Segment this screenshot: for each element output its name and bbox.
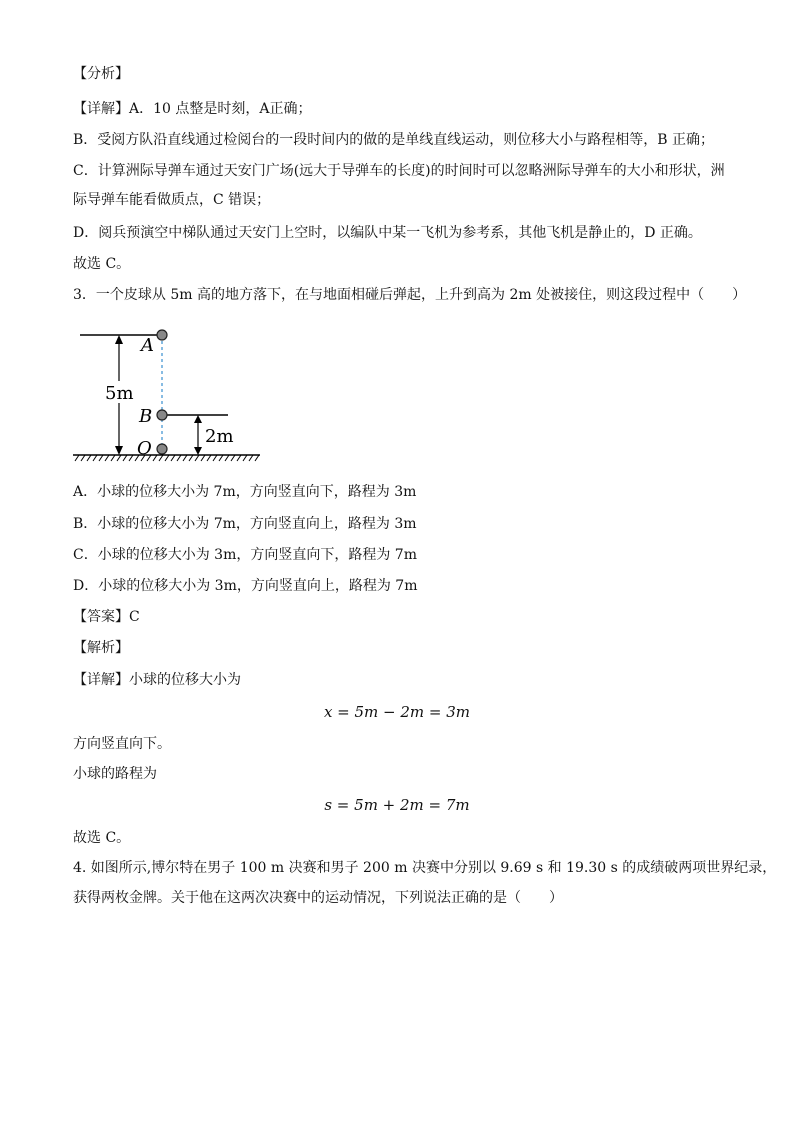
equation-path: s = 5m + 2m = 7m (324, 796, 470, 814)
section-heading-analysis: 【分析】 (73, 66, 129, 82)
detail-line-a: 【详解】A．10 点整是时刻，A正确； (73, 101, 312, 117)
detail-line-b: B．受阅方队沿直线通过检阅台的一段时间内的做的是单线直线运动，则位移大小与路程相等，B 正确； (73, 132, 715, 148)
option-d: D．小球的位移大小为 3m，方向竖直向上，路程为 7m (73, 578, 418, 594)
ball-a (157, 330, 167, 340)
path-intro: 小球的路程为 (73, 766, 157, 782)
question-4-stem-2: 获得两枚金牌。关于他在这两次决赛中的运动情况，下列说法正确的是（ ） (73, 890, 563, 906)
detail-line-c-2: 际导弹车能看做质点，C 错误； (73, 192, 271, 208)
analysis-heading: 【解析】 (73, 640, 129, 656)
equation-displacement: x = 5m − 2m = 3m (323, 703, 471, 721)
label-2m: 2m (205, 426, 234, 447)
ball-b (157, 410, 167, 420)
label-5m: 5m (105, 383, 134, 404)
label-b: B (139, 406, 153, 427)
ball-o (157, 444, 167, 454)
arrow-5m-head-up (115, 335, 123, 344)
detail-line-c-1: C．计算洲际导弹车通过天安门广场(远大于导弹车的长度)的时间时可以忽略洲际导弹车的大小和形状，洲 (73, 163, 725, 179)
conclusion-line-2: 故选 C。 (73, 830, 131, 846)
detail-line-d: D．阅兵预演空中梯队通过天安门上空时，以编队中某一飞机为参考系，其他飞机是静止的，D 正确。 (73, 225, 702, 241)
option-b: B．小球的位移大小为 7m，方向竖直向上，路程为 3m (73, 516, 417, 532)
question-4-stem-1: 4. 如图所示,博尔特在男子 100 m 决赛和男子 200 m 决赛中分别以 9.69 s 和 19.30 s 的成绩破两项世界纪录， (73, 860, 777, 876)
answer-line: 【答案】C (73, 609, 140, 625)
label-a: A (141, 335, 154, 356)
direction-line: 方向竖直向下。 (73, 736, 171, 752)
option-c: C．小球的位移大小为 3m，方向竖直向下，路程为 7m (73, 547, 417, 563)
arrow-5m-head-down (115, 446, 123, 455)
arrow-2m-head-down (194, 447, 202, 455)
ball-bounce-diagram (65, 318, 275, 468)
conclusion-line: 故选 C。 (73, 256, 131, 272)
arrow-2m-head-up (194, 415, 202, 423)
question-3-stem: 3．一个皮球从 5m 高的地方落下，在与地面相碰后弹起，上升到高为 2m 处被接住，则这段过程中（ ） (73, 287, 747, 303)
label-o: O (137, 438, 152, 459)
detail-displacement-intro: 【详解】小球的位移大小为 (73, 672, 241, 688)
ground-hatching (75, 455, 259, 461)
option-a: A．小球的位移大小为 7m，方向竖直向下，路程为 3m (73, 484, 417, 500)
